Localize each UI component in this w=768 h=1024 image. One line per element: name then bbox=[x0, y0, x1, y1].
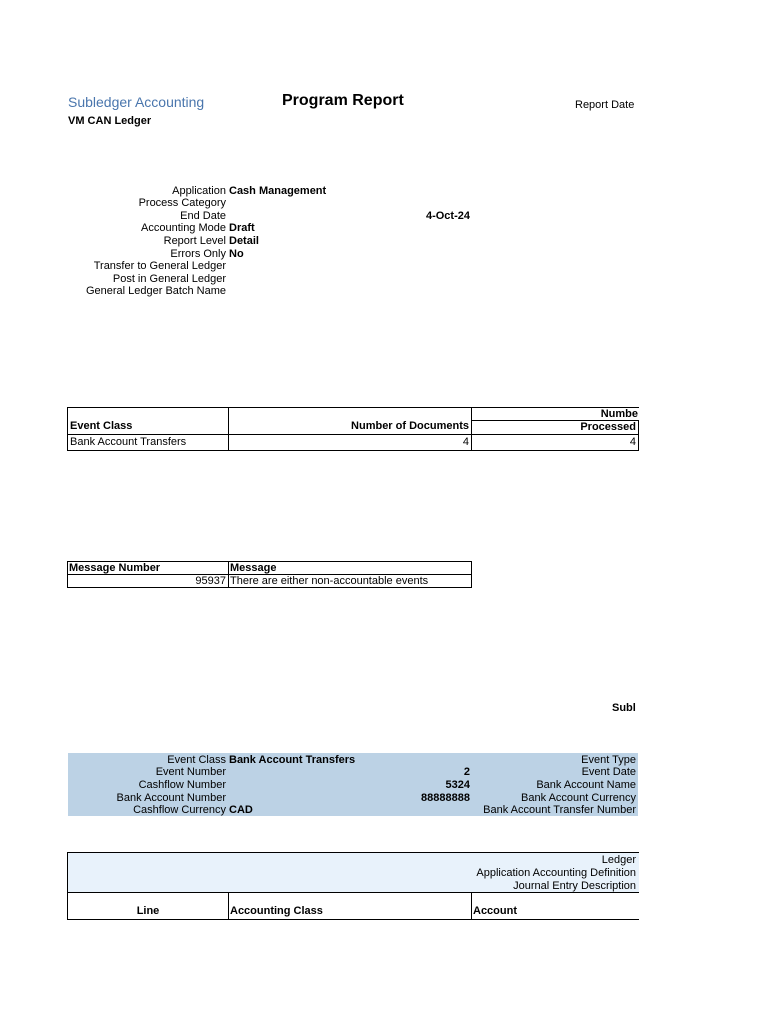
summary-header-processed-cell bbox=[471, 420, 639, 435]
summary-header-processed: Processed bbox=[580, 421, 636, 433]
message-header-number: Message Number bbox=[69, 562, 161, 574]
banner-event-class-label: Event Class bbox=[167, 754, 226, 766]
summary-header-event-class: Event Class bbox=[70, 420, 133, 432]
banner-event-class-value: Bank Account Transfers bbox=[229, 754, 356, 766]
journal-col-accounting-class: Accounting Class bbox=[230, 905, 323, 917]
message-row-number: 95937 bbox=[195, 575, 226, 587]
summary-header-number-top-cell bbox=[471, 407, 639, 421]
banner-cashflow-number-label: Cashflow Number bbox=[138, 779, 226, 791]
journal-aad-label: Application Accounting Definition bbox=[476, 867, 636, 879]
banner-bank-account-currency-label: Bank Account Currency bbox=[521, 792, 636, 804]
param-label-accounting-mode: Accounting Mode bbox=[141, 222, 226, 234]
param-label-post-gl: Post in General Ledger bbox=[112, 273, 226, 285]
param-label-process-category: Process Category bbox=[138, 197, 226, 209]
journal-ledger-label: Ledger bbox=[601, 854, 636, 866]
banner-bank-account-number-value: 88888888 bbox=[421, 792, 470, 804]
banner-bank-account-number-label: Bank Account Number bbox=[116, 792, 226, 804]
banner-event-type-label: Event Type bbox=[581, 754, 636, 766]
banner-event-date-label: Event Date bbox=[581, 766, 636, 778]
param-label-end-date: End Date bbox=[180, 210, 226, 222]
param-label-gl-batch-name: General Ledger Batch Name bbox=[85, 285, 226, 297]
param-value-end-date: 4-Oct-24 bbox=[425, 210, 470, 222]
banner-event-number-label: Event Number bbox=[155, 766, 226, 778]
journal-col-accounting-class-cell bbox=[228, 892, 472, 920]
banner-bank-account-name-label: Bank Account Name bbox=[536, 779, 636, 791]
ledger-name: VM CAN Ledger bbox=[68, 115, 152, 127]
param-label-report-level: Report Level bbox=[163, 235, 226, 247]
param-label-errors-only: Errors Only bbox=[170, 248, 226, 260]
banner-cashflow-currency-value: CAD bbox=[229, 804, 253, 816]
journal-col-account-cell bbox=[471, 892, 639, 920]
message-header-number-cell bbox=[67, 561, 229, 575]
journal-je-description-label: Journal Entry Description bbox=[513, 880, 636, 892]
banner-event-number-value: 2 bbox=[463, 766, 470, 778]
banner-cashflow-currency-label: Cashflow Currency bbox=[133, 804, 226, 816]
param-value-accounting-mode: Draft bbox=[229, 222, 255, 234]
message-header-message: Message bbox=[230, 562, 277, 574]
message-row-message-cell bbox=[228, 574, 472, 588]
journal-col-line-cell bbox=[67, 892, 229, 920]
brand-title: Subledger Accounting bbox=[68, 94, 205, 110]
param-value-application: Cash Management bbox=[229, 185, 327, 197]
summary-row-num-docs: 4 bbox=[462, 436, 469, 448]
param-label-transfer-gl: Transfer to General Ledger bbox=[93, 260, 226, 272]
param-label-application: Application bbox=[172, 185, 226, 197]
message-header-message-cell bbox=[228, 561, 472, 575]
summary-header-num-docs: Number of Documents bbox=[351, 420, 469, 432]
message-row-message: There are either non-accountable events bbox=[230, 575, 429, 587]
summary-header-num-docs-cell bbox=[228, 407, 472, 435]
summary-header-event-class-cell bbox=[67, 407, 229, 435]
table-row bbox=[67, 574, 229, 588]
table-row bbox=[67, 434, 229, 451]
summary-header-number-top: Numbe bbox=[600, 408, 638, 420]
section-heading: Subl bbox=[612, 702, 636, 714]
param-value-errors-only: No bbox=[229, 248, 244, 260]
summary-row-event-class: Bank Account Transfers bbox=[70, 436, 187, 448]
summary-row-processed: 4 bbox=[629, 436, 636, 448]
banner-cashflow-number-value: 5324 bbox=[445, 779, 470, 791]
summary-row-processed-cell bbox=[471, 434, 639, 451]
page-title: Program Report bbox=[282, 92, 404, 109]
summary-row-num-docs-cell bbox=[228, 434, 472, 451]
param-value-report-level: Detail bbox=[229, 235, 259, 247]
report-date-label: Report Date bbox=[575, 99, 635, 111]
banner-bank-account-transfer-number-label: Bank Account Transfer Number bbox=[483, 804, 636, 816]
journal-col-line: Line bbox=[136, 905, 160, 917]
journal-col-account: Account bbox=[473, 905, 517, 917]
